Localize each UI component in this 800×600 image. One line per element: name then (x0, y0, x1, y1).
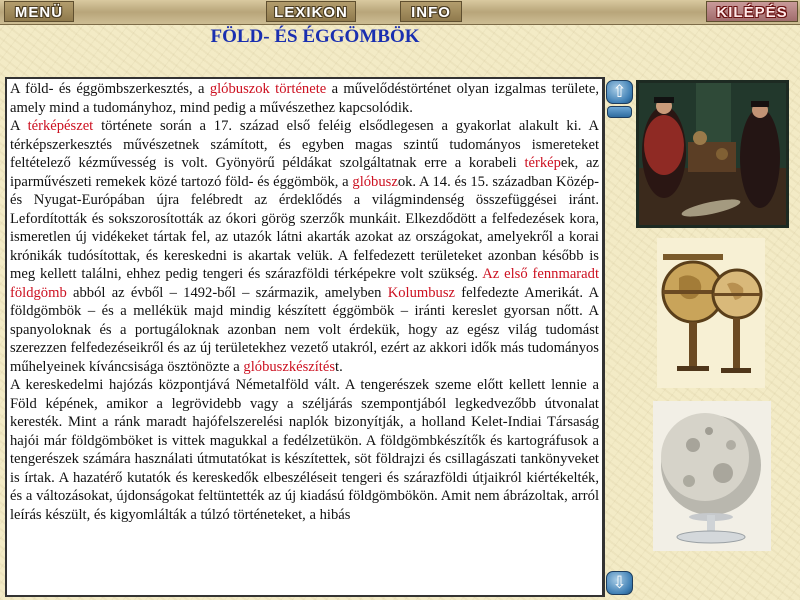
link-globe-history[interactable]: glóbuszok története (209, 81, 327, 97)
scrollbar-track[interactable] (602, 77, 605, 597)
text-run: ek, az iparművészeti remekek közé tartozó föld- és éggömbök, a (10, 155, 600, 190)
text-run: abból az évből – 1492-ből – származik, amelyben (66, 284, 388, 301)
menu-button[interactable]: MENÜ (4, 1, 74, 22)
article-text (7, 79, 602, 524)
link-columbus[interactable]: Kolumbusz (387, 284, 456, 301)
link-globe[interactable]: glóbusz (352, 173, 398, 190)
scroll-down-button[interactable] (606, 571, 633, 595)
globe-pair-image[interactable] (657, 238, 765, 388)
article-paragraph-2 (10, 117, 599, 376)
lexikon-button[interactable]: LEXIKON (266, 1, 356, 22)
arrow-up-icon: ⇧ (612, 82, 627, 102)
article-paragraph-3 (10, 376, 599, 524)
lunar-globe-image[interactable] (653, 401, 771, 551)
text-run: a művelődéstörténet olyan izgalmas területe, amely mind a tudományhoz, mind pedig a művészethez kapcsolódik. (10, 81, 599, 116)
article-textbox[interactable] (5, 77, 602, 597)
page-title: FÖLD- ÉS ÉGGÖMBÖK (210, 26, 420, 47)
link-cartography[interactable]: térképészet (27, 118, 94, 134)
article-paragraph-1 (10, 80, 599, 117)
text-run: története során a 17. század első feléig elsődlegesen a gyakorlat alakult ki. A térképszerkesztés művészetnek számított, és egyben magas szintű tudományos ismereteket feltételező kézművesség is volt. Gyönyörű példákat szolgáltatnak erre a korabeli (10, 118, 599, 171)
link-first-globe[interactable]: Az első fennmaradt földgömb (10, 266, 599, 301)
link-globe-making[interactable]: glóbuszkészítés (243, 358, 336, 375)
text-run: felfedezte Amerikát. A földgömbök – és a mellékük majd mindig készített éggömbök – iránti kereslet gyorsan nőtt. A spanyoloknak és a portugáloknak azonban nem volt érdekük, hogy az egész világ tudomást szerezzen felfedezéseikről és az új területekhez vezető utakról, ezért az akkori idők más tudományos műhelyeinek kíváncsisága ösztönözte a (10, 284, 599, 375)
text-run: t. (335, 358, 343, 375)
text-run: A (10, 118, 28, 134)
scroll-up-button[interactable] (606, 80, 633, 104)
text-run: ok. A 14. és 15. században Közép- és Nyugat-Európában újra felébredt az érdeklődés a világmindenség összefüggései iránt. Lefordították és sokszorosították az ókori görög szerzők munkáit. Elkezdődött a felfedezések kora, ismeretlen új vidékeket tártak fel, az utazók látni akarták azokat az országokat, amelyekről a korai krónikák tudósítottak, és kereskedni is akartak velük. A felfedezett területeket azonban később is meg kellett találni, ehhez pedig tengeri és szárazföldi térképekre volt szükség. (10, 173, 600, 282)
info-button[interactable]: INFO (400, 1, 462, 22)
exit-button[interactable]: KILÉPÉS (706, 1, 798, 22)
text-run: A kereskedelmi hajózás központjává Németalföld vált. A tengerészek szeme előtt kellett lennie a Föld képének, amikor a legrövidebb vagy a széljárás szempontjából legkedvezőbb útvonalat keresték. Mint a ránk maradt hajófelszerelési naplók bizonyítják, a holland Kelet-Indiai Társaság hajói már földgömböket is vittek magukkal a fedélzetükön. A földgömbkészítők és kartográfusok a tengerészek számára használati útmutatókat is készítettek, söt földrajzi és csillagászati tankönyveket is írtak. A hazatérő kutatók és kereskedők elbeszéléseit tengeri és szárazföldi útjaikról kiértékelték, és a változásokat, újdonságokat feltüntették az új kiadású földgömbökön. Amit nem ábrázoltak, arról leírás készült, és kigyomlálták a túlzó történeteket, a hibás (10, 377, 599, 523)
text-run: A föld- és éggömbszerkesztés, a (10, 81, 210, 97)
top-navigation-bar (0, 0, 800, 25)
ambassadors-painting-image[interactable] (636, 80, 789, 228)
scrollbar-thumb[interactable] (607, 106, 632, 118)
link-map[interactable]: térkép (524, 155, 561, 171)
arrow-down-icon: ⇩ (612, 573, 627, 593)
